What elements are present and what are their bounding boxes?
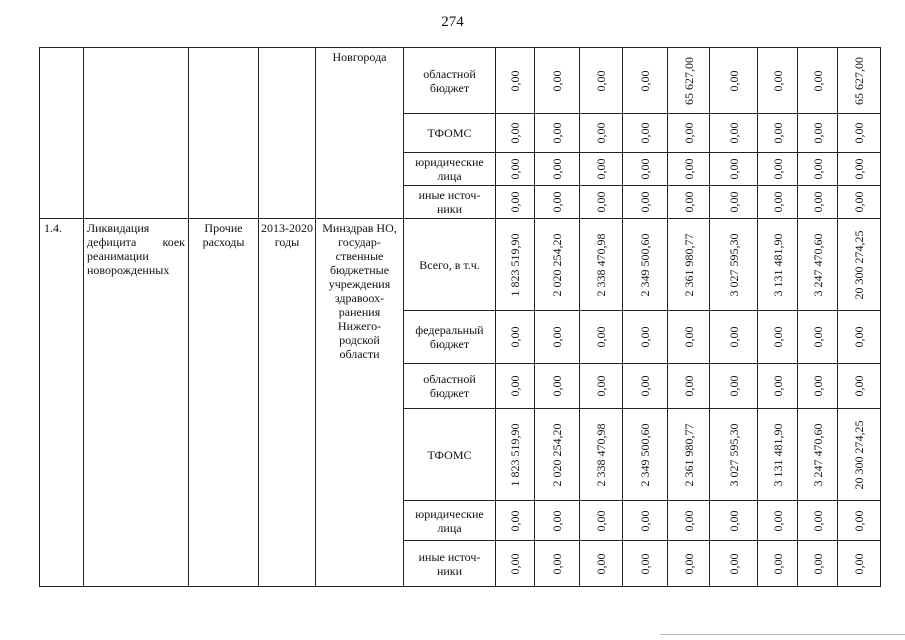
source-cell: областной бюджет: [404, 364, 496, 409]
value-cell: 0,00: [852, 191, 866, 213]
table-row: [40, 48, 881, 114]
value-cell: 0,00: [852, 375, 866, 397]
item-name-line: новорожденных: [87, 263, 170, 277]
value-cell: 0,00: [638, 70, 652, 91]
item-name: [84, 219, 189, 587]
value-cell: 0,00: [810, 375, 825, 397]
scan-artifact-line: [660, 634, 905, 635]
value-cell: 0,00: [770, 375, 785, 397]
value-cell: 0,00: [770, 510, 785, 531]
value-cell: 0,00: [508, 191, 522, 213]
value-cell: 0,00: [638, 553, 652, 574]
value-cell: 0,00: [810, 510, 825, 531]
value-cell: 0,00: [638, 122, 652, 144]
cell-number: [40, 48, 84, 219]
value-cell: 0,00: [852, 158, 866, 180]
value-cell: 0,00: [550, 70, 564, 91]
value-cell: 0,00: [810, 70, 825, 91]
value-cell: 0,00: [810, 191, 825, 213]
source-cell: ТФОМС: [404, 409, 496, 501]
value-cell: 0,00: [550, 191, 564, 213]
value-cell: 0,00: [770, 191, 785, 213]
value-cell: 0,00: [594, 122, 608, 144]
value-cell: 0,00: [550, 510, 564, 531]
expense-type: Прочие расходы: [189, 219, 259, 587]
value-cell: 0,00: [726, 158, 741, 180]
source-cell: федеральный бюджет: [404, 311, 496, 364]
value-cell: 0,00: [770, 122, 785, 144]
value-cell: 65 627,00: [852, 56, 866, 105]
value-cell: 0,00: [770, 158, 785, 180]
source-cell: иные источ-ники: [404, 186, 496, 219]
value-cell: 0,00: [508, 553, 522, 574]
value-cell: 0,00: [770, 553, 785, 574]
value-cell: 0,00: [594, 326, 608, 348]
value-cell: 0,00: [508, 158, 522, 180]
value-cell: 0,00: [770, 70, 785, 91]
value-cell: 0,00: [726, 510, 741, 531]
value-cell: 3 027 595,30: [726, 423, 741, 486]
page-number: 274: [441, 14, 464, 30]
value-cell: 3 247 470,60: [810, 423, 825, 486]
value-cell: 0,00: [726, 326, 741, 348]
value-cell: 0,00: [508, 122, 522, 144]
value-cell: 2 020 254,20: [550, 233, 564, 296]
value-cell: 0,00: [594, 553, 608, 574]
value-cell: 0,00: [681, 326, 696, 348]
value-cell: 0,00: [726, 375, 741, 397]
value-cell: 2 020 254,20: [550, 423, 564, 486]
value-cell: 0,00: [852, 326, 866, 348]
value-cell: 3 131 481,90: [770, 423, 785, 486]
cell-name: [84, 48, 189, 219]
value-cell: 0,00: [770, 326, 785, 348]
value-cell: 0,00: [852, 122, 866, 144]
value-cell: 0,00: [810, 553, 825, 574]
value-cell: 0,00: [638, 191, 652, 213]
item-name-line: дефицита коек: [87, 235, 185, 249]
value-cell: 2 361 980,77: [681, 233, 696, 296]
cell-expense: [189, 48, 259, 219]
value-cell: 1 823 519,90: [508, 233, 522, 296]
budget-table: [39, 47, 881, 587]
value-cell: 0,00: [638, 375, 652, 397]
value-cell: 0,00: [508, 510, 522, 531]
executor: Минздрав НО, государ-ственные бюджетные учреждения здравоох-ранения Нижего-родской области: [316, 219, 404, 587]
cell-executor: Новгорода: [316, 48, 404, 219]
value-cell: 0,00: [852, 553, 866, 574]
value-cell: 0,00: [594, 375, 608, 397]
value-cell: 0,00: [726, 70, 741, 91]
cell-period: [259, 48, 316, 219]
value-cell: 2 338 470,98: [594, 233, 608, 296]
value-cell: 0,00: [594, 191, 608, 213]
value-cell: 2 338 470,98: [594, 423, 608, 486]
value-cell: 0,00: [508, 70, 522, 91]
source-cell: областной бюджет: [404, 48, 496, 114]
value-cell: 3 027 595,30: [726, 233, 741, 296]
table-row: [40, 219, 881, 311]
value-cell: 0,00: [508, 326, 522, 348]
value-cell: 0,00: [550, 158, 564, 180]
source-cell: юридические лица: [404, 501, 496, 541]
value-cell: 20 300 274,25: [852, 420, 866, 489]
value-cell: 0,00: [594, 158, 608, 180]
period: 2013-2020 годы: [259, 219, 316, 587]
value-cell: 65 627,00: [681, 56, 696, 105]
source-cell: ТФОМС: [404, 114, 496, 153]
value-cell: 0,00: [810, 122, 825, 144]
item-name-line: Ликвидация: [87, 221, 150, 235]
value-cell: 0,00: [550, 553, 564, 574]
value-cell: 2 349 500,60: [638, 233, 652, 296]
value-cell: 0,00: [852, 510, 866, 531]
value-cell: 0,00: [681, 191, 696, 213]
value-cell: 1 823 519,90: [508, 423, 522, 486]
value-cell: 0,00: [550, 122, 564, 144]
source-cell: иные источ-ники: [404, 541, 496, 587]
value-cell: 0,00: [681, 553, 696, 574]
value-cell: 0,00: [681, 158, 696, 180]
value-cell: 0,00: [594, 70, 608, 91]
value-cell: 0,00: [594, 510, 608, 531]
item-number: 1.4.: [40, 219, 84, 587]
value-cell: 0,00: [681, 510, 696, 531]
value-cell: 0,00: [638, 158, 652, 180]
value-cell: 0,00: [638, 326, 652, 348]
value-cell: 0,00: [810, 326, 825, 348]
value-cell: 0,00: [638, 510, 652, 531]
item-name-line: реанимации: [87, 249, 149, 263]
value-cell: 0,00: [726, 191, 741, 213]
value-cell: 0,00: [726, 553, 741, 574]
value-cell: 0,00: [550, 326, 564, 348]
value-cell: 0,00: [726, 122, 741, 144]
value-cell: 0,00: [681, 375, 696, 397]
source-cell: Всего, в т.ч.: [404, 219, 496, 311]
value-cell: 0,00: [550, 375, 564, 397]
source-cell: юридические лица: [404, 153, 496, 186]
value-cell: 2 349 500,60: [638, 423, 652, 486]
value-cell: 20 300 274,25: [852, 230, 866, 299]
value-cell: 0,00: [810, 158, 825, 180]
value-cell: 2 361 980,77: [681, 423, 696, 486]
value-cell: 0,00: [508, 375, 522, 397]
value-cell: 3 131 481,90: [770, 233, 785, 296]
value-cell: 0,00: [681, 122, 696, 144]
value-cell: 3 247 470,60: [810, 233, 825, 296]
